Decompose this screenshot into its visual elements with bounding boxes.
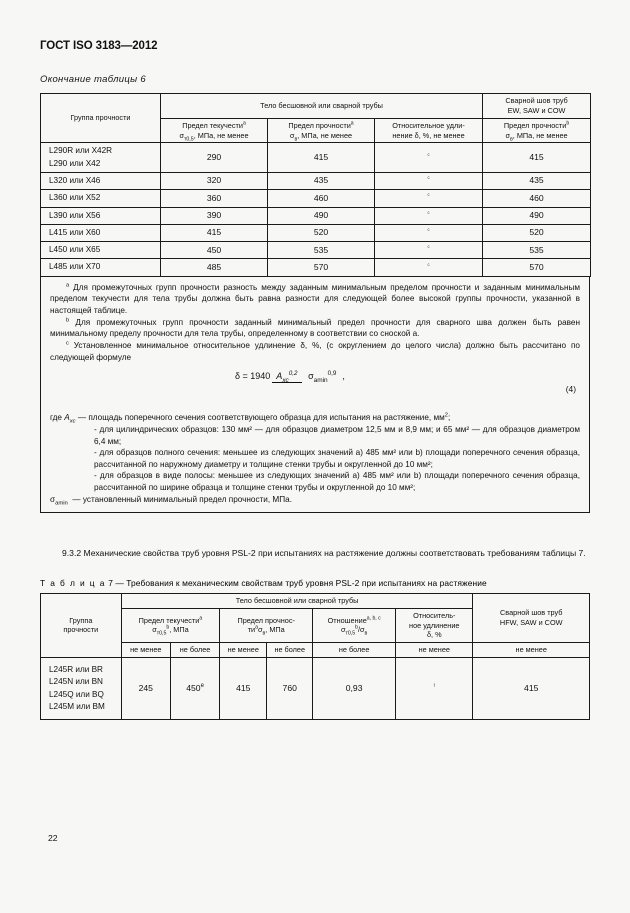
table6-weld-tensile-units: , МПа, не менее: [512, 130, 568, 140]
formula-4-row: [50, 370, 580, 404]
standard-header: ГОСТ ISO 3183—2012: [40, 40, 158, 52]
table6-yield-3: 390: [161, 207, 268, 224]
table6-tensile-2: 460: [268, 190, 375, 207]
note-a-marker: a: [66, 282, 70, 289]
table6-elong-line1: Относительное удли-: [392, 120, 465, 130]
table7-ratio-line1: Отношение: [327, 615, 367, 625]
table6-yield-sym: σ: [179, 130, 184, 140]
numerator-sub: xc: [282, 377, 289, 385]
where-label: где: [50, 413, 62, 423]
where-bullet-2: - для образцов полного сечения: меньшее из следующих значений a) 485 мм² или b) площади поперечного сечения образца, рассчитанной по наружному диаметру и толщине стенки трубы и округленной до 10 мм²;: [94, 448, 580, 469]
table6-caption: Окончание таблицы 6: [40, 74, 146, 85]
table6-yield-2: 360: [161, 190, 268, 207]
grade-line: L245M или BM: [49, 701, 105, 711]
numerator-base: A: [276, 371, 283, 382]
table7-caption-number: 7: [108, 577, 113, 588]
table6-col-yield: [161, 118, 268, 143]
note-b-text: Для промежуточных групп прочности заданный минимальный предел прочности для сварного шва должен быть равен минимальному пределу прочности для тела трубы, определенному в соответствии со сноской a.: [50, 317, 580, 339]
table6-weldtensile-0: 415: [483, 143, 591, 173]
table6-weldtensile-3: 490: [483, 207, 591, 224]
note-c: [50, 340, 580, 363]
table7-sub-weld-min: не менее: [473, 643, 590, 658]
value: 450: [186, 682, 201, 693]
table7-col-yield: [121, 608, 220, 643]
table6-col-body-group: Тело бесшовной или сварной трубы: [161, 94, 483, 119]
section-9-3-2-paragraph: [40, 547, 590, 559]
table7-tensile-line2pre: ти: [247, 625, 256, 635]
where-symbol-base: A: [64, 413, 70, 423]
table6-elong-6: [375, 259, 483, 276]
table7-tensile-footnote: a: [255, 625, 258, 631]
page-content: [40, 40, 590, 720]
table6-tensile-0: 415: [268, 143, 375, 173]
table6-yield-6: 485: [161, 259, 268, 276]
table7-sub-ratio-max: не более: [313, 643, 396, 658]
page-number: 22: [48, 833, 58, 843]
table6-grade-5: L450 или X65: [41, 242, 161, 259]
table7-col-ratio: [313, 608, 396, 643]
table6-tensile-sym: σ: [289, 130, 295, 140]
table6-col-tensile: [268, 118, 375, 143]
formula-4: [235, 370, 345, 383]
table7-elong-line1: Относитель-: [413, 610, 456, 620]
table6-tensile-line1: Предел прочности: [288, 120, 351, 130]
denominator-sup: 0,9: [327, 370, 337, 378]
table-row: [41, 207, 591, 224]
table6-weld-group-line1: Сварной шов труб: [505, 96, 568, 105]
table6-grade-1: L320 или X46: [41, 172, 161, 189]
table7-header-row-1: [41, 593, 590, 608]
where-symbol: [64, 413, 76, 425]
table7-grade-group-line2: прочности: [63, 625, 99, 635]
table6-tensile-sub: в: [294, 135, 298, 142]
table7-elong-line2: ное удлинение: [409, 620, 460, 630]
table-row: [41, 190, 591, 207]
footnote-marker: c: [427, 244, 430, 250]
where-colon: ;: [447, 413, 451, 423]
where-sup: 2: [444, 412, 448, 419]
denominator-sub: amin: [313, 377, 328, 385]
table7-tensile-max-0: 760: [267, 658, 313, 720]
footnote-marker: c: [427, 226, 430, 232]
table6-notes: [40, 277, 590, 514]
table6-weldtensile-5: 535: [483, 242, 591, 259]
table7-caption-text: — Требования к механическим свойствам труб уровня PSL-2 при испытаниях на растяжение: [115, 577, 487, 588]
table6-grade-6: L485 или X70: [41, 259, 161, 276]
table7-grade-group-line1: Группа: [69, 615, 93, 625]
table6-yield-units: , МПа, не менее: [193, 130, 249, 140]
table6-col-grade-group: Группа прочности: [41, 94, 161, 143]
table7-col-tensile: [220, 608, 313, 643]
table6-col-weld-group: [483, 94, 591, 119]
table6-yield-4: 415: [161, 224, 268, 241]
table7-ratio-mid: /σ: [358, 625, 365, 635]
grade-line: L245N или BN: [49, 677, 103, 687]
section-text: Механические свойства труб уровня PSL-2 при испытаниях на растяжение должны соответствовать требованиям таблицы 7.: [83, 548, 586, 559]
table7-sub-tensile-max: не более: [267, 643, 313, 658]
footnote-marker: f: [433, 682, 435, 688]
formula-number: (4): [565, 384, 576, 395]
table6-yield-line1: Предел текучести: [182, 120, 243, 130]
table6-weldtensile-6: 570: [483, 259, 591, 276]
grade-line: L290R или X42R: [49, 146, 113, 156]
table6-elong-1: [375, 172, 483, 189]
grade-line: L245Q или BQ: [49, 689, 104, 699]
table-row: [41, 172, 591, 189]
table6-grade-0: [41, 143, 161, 173]
table6-weldtensile-2: 460: [483, 190, 591, 207]
table6-weld-tensile-sym: σ: [505, 130, 510, 140]
note-b-marker: b: [66, 316, 70, 323]
table7-tensile-min-0: 415: [220, 658, 267, 720]
table7-ratio-max-0: 0,93: [313, 658, 396, 720]
table7-sub-tensile-min: не менее: [220, 643, 267, 658]
formula-fraction: [272, 370, 340, 383]
footnote-marker: c: [427, 192, 430, 198]
where-text: — площадь поперечного сечения соответствующего образца для испытания на растяжение, мм: [77, 413, 445, 423]
numerator-sup: 0,2: [288, 370, 298, 378]
footnote-marker: c: [427, 261, 430, 267]
sigma-text: — установленный минимальный предел прочности, МПа.: [72, 494, 292, 504]
table7-yield-min-0: 245: [121, 658, 170, 720]
note-c-text: Установленное минимальное относительное удлинение δ, %, (с округлением до целого числа) должно быть рассчитано по следующей формуле: [50, 340, 580, 362]
table7-ratio-sup: b: [355, 625, 358, 631]
note-b: [50, 317, 580, 340]
table7-yield-footnote: a: [199, 615, 203, 622]
table6-yield-footnote: a: [242, 120, 246, 127]
table-row: [41, 658, 590, 720]
table6-grade-4: L415 или X60: [41, 224, 161, 241]
table6-tensile-units: , МПа, не менее: [297, 130, 353, 140]
table-row: [41, 143, 591, 173]
table7-elong-min-0: [396, 658, 473, 720]
table7-col-grade-group: [41, 593, 122, 657]
table6-tensile-4: 520: [268, 224, 375, 241]
table7-col-weld-group: [473, 593, 590, 642]
table6-col-elongation: [375, 118, 483, 143]
table7-tensile-sym: σ: [257, 625, 263, 635]
table7-caption: [40, 578, 590, 588]
table-row: [41, 259, 591, 276]
table6-yield-sub: т0,5: [183, 135, 194, 142]
note-a-text: Для промежуточных групп прочности разность между заданным минимальным пределом прочности и заданным минимальным пределом текучести для тела трубы должна быть равна разности для следующей более высокой группы прочности, указанной в настоящей таблице.: [50, 282, 580, 316]
table6-yield-1: 320: [161, 172, 268, 189]
table7-caption-label: Т а б л и ц а: [40, 577, 106, 588]
table-row: [41, 242, 591, 259]
denominator-base: σ: [308, 371, 314, 382]
footnote-marker: c: [427, 151, 430, 157]
footnote-marker: c: [427, 209, 430, 215]
grade-line: L245R или BR: [49, 665, 103, 675]
table7-tensile-line1: Предел прочнос-: [237, 615, 295, 625]
table7-yield-line1: Предел текучести: [138, 615, 200, 625]
table6-yield-0: 290: [161, 143, 268, 173]
table6-weld-tensile-line1: Предел прочности: [503, 120, 567, 130]
formula-comma: ,: [342, 371, 345, 382]
table7-ratio-footnote: a, b, c: [366, 615, 381, 622]
table7-ratio-sub2: в: [364, 630, 368, 637]
table6-elong-5: [375, 242, 483, 259]
table7-sub-yield-min: не менее: [121, 643, 170, 658]
table7-col-elongation: [396, 608, 473, 643]
table6-elong-4: [375, 224, 483, 241]
formula-numerator: [272, 371, 301, 383]
table7-sub-yield-max: не более: [170, 643, 219, 658]
table7-ratio-sub1: т0,5: [345, 630, 356, 637]
table7-weld-group-line2: HFW, SAW и COW: [499, 618, 563, 627]
table6-tensile-footnote: a: [350, 120, 354, 127]
note-a: [50, 282, 580, 317]
where-line: [50, 412, 580, 424]
table7-yield-sup2: b: [166, 625, 170, 631]
table-7: [40, 593, 590, 720]
table7-yield-sym: σ: [152, 625, 157, 635]
table7-sub-elong-min: не менее: [396, 643, 473, 658]
where-bullet-1: - для цилиндрических образцов: 130 мм² — для образцов диаметром 12,5 мм и 8,9 мм; и 65 мм² — для образцов диаметром 6,4 мм;: [94, 424, 580, 446]
note-c-marker: c: [66, 340, 69, 347]
table6-grade-2: L360 или X52: [41, 190, 161, 207]
table-row: [41, 224, 591, 241]
where-bullet-3: - для образцов в виде полосы: меньшее из следующих значений a) 485 мм² или b) площади поперечного сечения образца, рассчитанной по ширине образца и толщине стенки трубы и округленной до 10 мм²;: [94, 471, 580, 493]
section-number: 9.3.2: [62, 548, 82, 559]
table6-elong-0: [375, 143, 483, 173]
sigma-amin-line: [50, 494, 580, 506]
formula-lhs: δ = 1940: [235, 371, 271, 382]
grade-line: L290 или X42: [49, 158, 101, 168]
table7-elong-line3: δ, %: [426, 630, 442, 640]
table6-weld-tensile-sub: в: [509, 135, 513, 142]
table7-header-row-3: [41, 643, 590, 658]
table6-elong-3: [375, 207, 483, 224]
table6-tensile-3: 490: [268, 207, 375, 224]
section-9-3-2: [40, 547, 590, 559]
sigma-base: σ: [50, 494, 56, 504]
where-symbol-sub: xc: [69, 418, 76, 425]
table6-elong-line2: нение δ, %, не менее: [392, 130, 465, 140]
table7-yield-units: , МПа: [169, 625, 189, 635]
table6-tensile-6: 570: [268, 259, 375, 276]
table6-weldtensile-1: 435: [483, 172, 591, 189]
table7-tensile-units: , МПа: [265, 625, 285, 635]
footnote-marker: c: [427, 175, 430, 181]
table6-tensile-1: 435: [268, 172, 375, 189]
formula-denominator: [304, 370, 340, 385]
table6-header-row-1: [41, 94, 591, 119]
table6-weld-group-line2: EW, SAW и COW: [507, 105, 566, 115]
table6-grade-3: L390 или X56: [41, 207, 161, 224]
table7-weld-min-0: 415: [473, 658, 590, 720]
table7-yield-max-0: [170, 658, 219, 720]
table6-elong-2: [375, 190, 483, 207]
footnote-marker: e: [200, 682, 204, 689]
table6-col-weld-tensile: [483, 118, 591, 143]
table7-tensile-sub: в: [262, 630, 266, 637]
table6-tensile-5: 535: [268, 242, 375, 259]
table7-weld-group-line1: Сварной шов труб: [500, 608, 563, 618]
table6-weld-tensile-footnote: b: [566, 120, 570, 127]
table7-ratio-sym1: σ: [340, 625, 346, 635]
sigma-sub: amin: [55, 500, 68, 507]
table-6: [40, 93, 591, 277]
table6-weldtensile-4: 520: [483, 224, 591, 241]
table7-col-body-group: Тело бесшовной или сварной трубы: [121, 593, 473, 608]
table6-yield-5: 450: [161, 242, 268, 259]
table7-yield-sub: т0,5: [156, 630, 167, 637]
table7-grade-0: [41, 658, 122, 720]
